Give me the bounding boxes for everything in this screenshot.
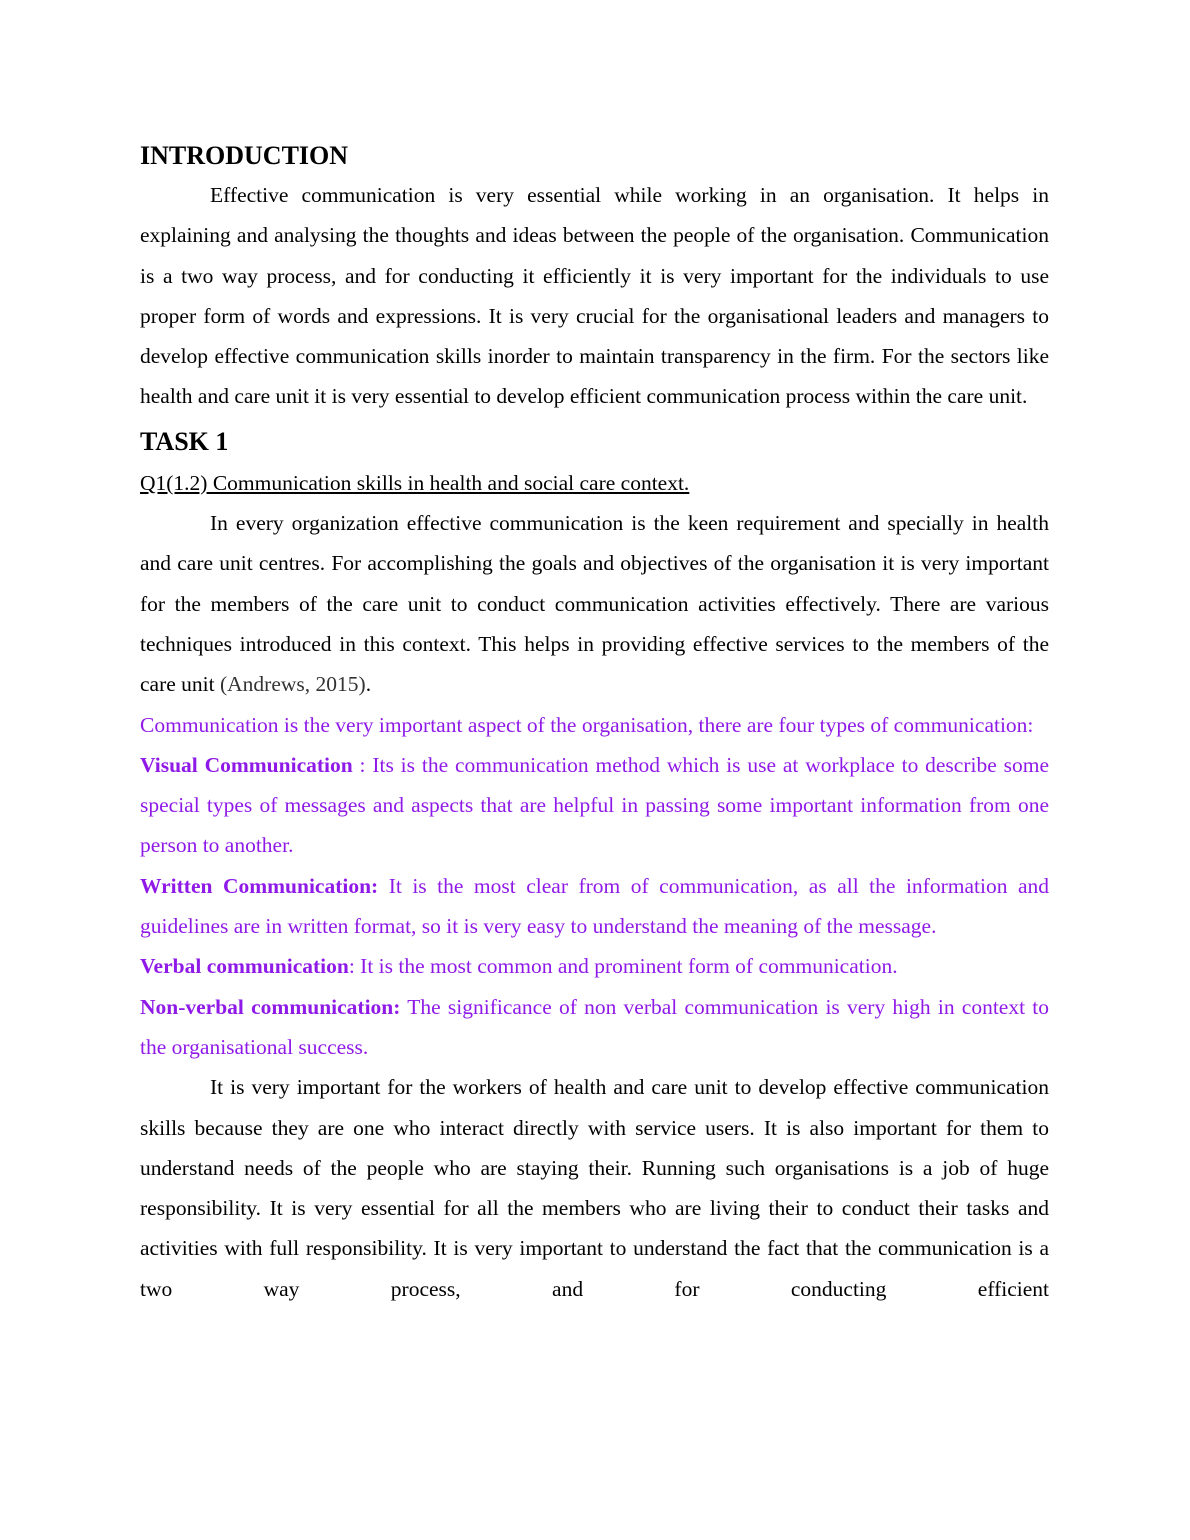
types-intro: Communication is the very important aspect of the organisation, there are four types of communication: <box>140 712 1034 737</box>
type-desc: It is the most clear from of communication, as all the information and guidelines are in written format, so it is very easy to understand the meaning of the message. <box>140 873 1049 939</box>
type-term: Verbal communication <box>140 954 349 979</box>
question-subheading: Q1(1.2) Communication skills in health and social care context. <box>140 470 690 495</box>
type-desc: : It is the most common and prominent form of communication. <box>348 954 898 979</box>
intro-heading: INTRODUCTION <box>140 141 349 170</box>
type-term: Visual Communication <box>140 752 353 777</box>
type-desc: The significance of non verbal communication is very high in context to the organisational success. <box>140 994 1049 1059</box>
type-desc: : Its is the communication method which is use at workplace to describe some special types of messages and aspects that are helpful in passing some important information from one person to another. <box>140 752 1049 858</box>
paragraph-text: In every organization effective communication is the keen requirement and specially in health and care unit centres. For accomplishing the goals and objectives of the organisation it is very important for the members of the care unit to conduct communication activities effectively. There are various techniques introduced in this context. This helps in providing effective services to the members of the care unit <box>140 511 1049 697</box>
type-visual <box>140 745 1049 866</box>
type-term: Written Communication: <box>140 873 379 898</box>
intro-paragraph: Effective communication is very essential while working in an organisation. It helps in explaining and analysing the thoughts and ideas between the people of the organisation. Communication is a two way process, and for conducting it efficiently it is very important for the individuals to use proper form of words and expressions. It is very crucial for the organisational leaders and managers to develop effective communication skills inorder to maintain transparency in the firm. For the sectors like health and care unit it is very essential to develop efficient communication process within the care unit. <box>140 183 1049 409</box>
citation: (Andrews, 2015) <box>220 672 366 697</box>
type-term: Non-verbal communication: <box>140 994 401 1019</box>
task1-heading: TASK 1 <box>140 426 229 456</box>
task1-paragraph-2: It is very important for the workers of health and care unit to develop effective communication skills because they are one who interact directly with service users. It is also important for them to understand needs of the people who are staying their. Running such organisations is a job of huge responsibility. It is very essential for all the members who are living their to conduct their tasks and activities with full responsibility. It is very important to understand the fact that the communication is a two way process, and for conducting efficient <box>140 1075 1049 1301</box>
type-written <box>140 866 1049 947</box>
task1-paragraph-1 <box>140 503 1049 704</box>
paragraph-end: . <box>365 672 372 697</box>
document-page <box>140 137 1049 1309</box>
type-nonverbal <box>140 987 1049 1068</box>
type-verbal <box>140 946 1049 986</box>
